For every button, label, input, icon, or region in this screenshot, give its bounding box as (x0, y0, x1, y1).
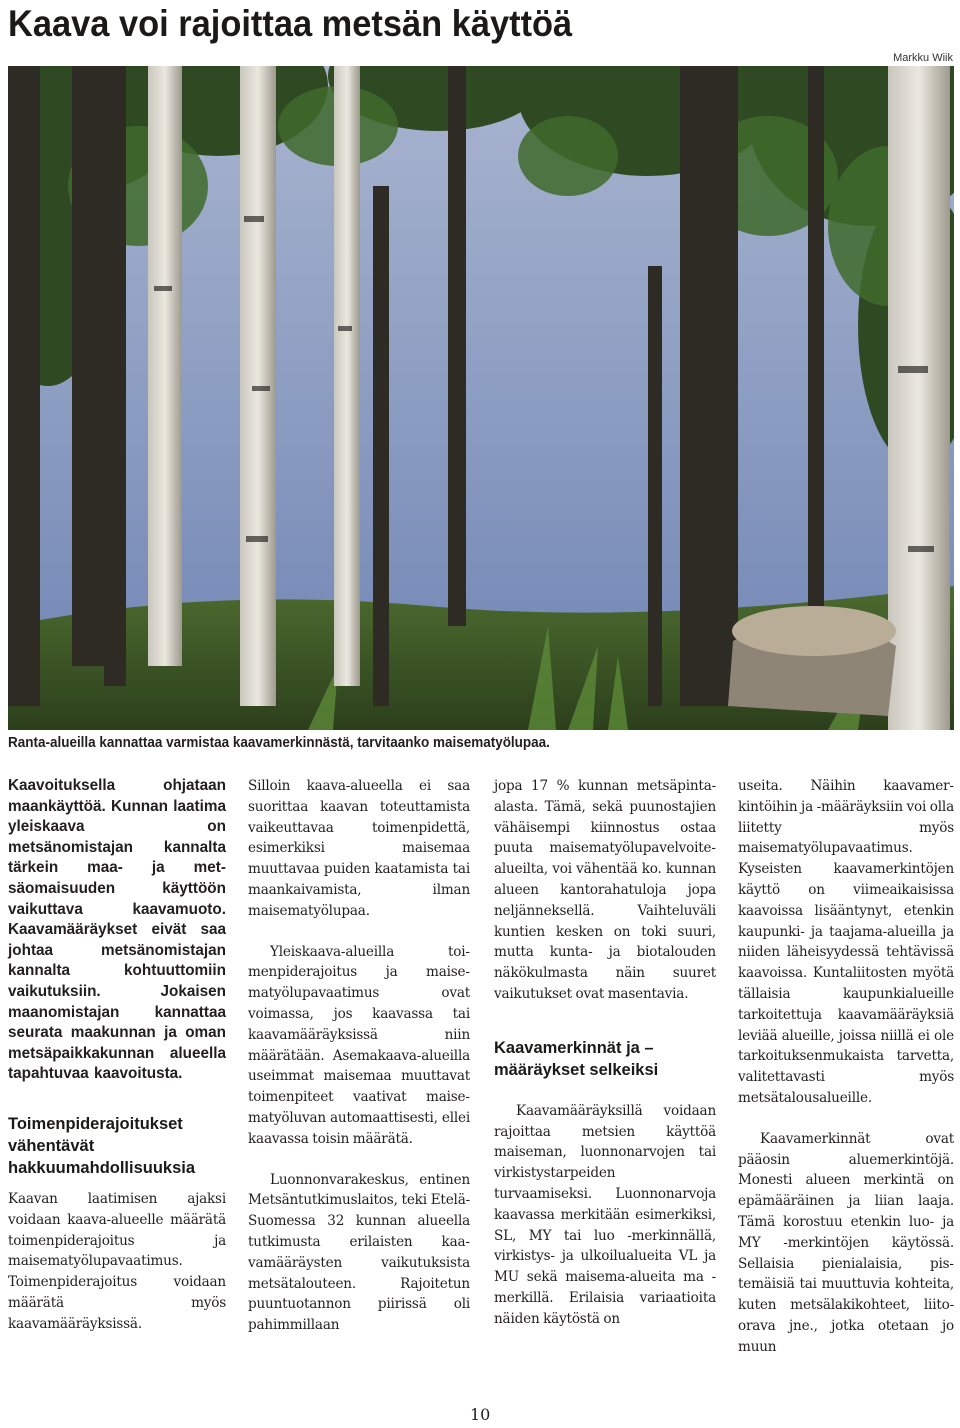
page-number: 10 (470, 1405, 491, 1424)
body-paragraph: Kaavamääräyksillä voidaan rajoittaa metsien käyttöä maiseman, luonnonarvojen tai virkistystarpeiden turvaamiseksi. Luonnonarvoja kaavassa merkitään esimerkiksi, SL, MY tai luo -merkinnällä, virkistys- ja ulkoilualueita VL ja MU sekä maisema-alueita ma -merkillä. Erilaisia variaatioita näiden käytöstä on (494, 1102, 716, 1327)
article-headline: Kaava voi rajoittaa metsän käyttöä (8, 3, 573, 44)
body-paragraph: useita. Näihin kaavamerkintöihin ja -määräyksiin voi olla liitetty myös maisematyölupavaatimus. Kyseisten kaavamerkintöjen käyttö on viimeaikaisissa kaavoissa lisääntynyt, etenkin kaupunki- ja taajama-alueilla ja niiden läheisyydessä tehtävissä kaavoissa. Kuntaliitosten myötä tällaisia kaupunkialueille tarkoitettuja kaavamääräyksiä leviää alueille, joissa niillä ei ole tarkoituksenmukaista tarvetta, valitettavasti myös metsätalousalueille. (738, 778, 954, 1106)
subheading-line: määräykset selkeiksi (494, 1060, 659, 1079)
photo-credit: Markku Wiik (893, 52, 953, 64)
body-paragraph: Kaavamerkinnät ovat pääosin aluemerkintöjä. Monesti alueen merkintä on epämääräinen ja liian laaja. Tämä korostuu etenkin luo- ja MY -merkintöjen käytössä. Sellaisia pienialaisia, pistemäisiä tai muuttuvia kohteita, kuten metsälakikohteet, liito-orava jne., jotka otetaan jo muun (738, 1130, 954, 1355)
photo-caption: Ranta-alueilla kannattaa varmistaa kaavamerkinnästä, tarvitaanko maisematyölupaa. (8, 735, 550, 751)
body-paragraph: Luonnonvarakeskus, entinen Metsäntutkimuslaitos, teki Etelä-Suomessa 32 kunnan alueella tutkimusta erilaisten kaavamääräysten vaikutuksista metsätalouteen. Rajoitetun puuntuotannon piirissä oli pahimmillaan (248, 1171, 470, 1334)
subheading-line: vähentävät (8, 1136, 95, 1155)
forest-lake-photo (8, 66, 954, 730)
subheading-line: Kaavamerkinnät ja – (494, 1038, 654, 1057)
subheading-line: hakkuumahdollisuuksia (8, 1158, 196, 1177)
body-paragraph: jopa 17 % kunnan metsäpinta-alasta. Tämä, sekä puunostajien vähäisempi kiinnostus ostaa puuta maisematyölupavelvoitealueilta, voi vähentää ko. kunnan alueen kantorahatuloja jopa neljänneksellä. Vaihteluväli kuntien kesken on toki suuri, mutta kunta- ja biotalouden näkökulmasta näin suuret vaikutukset ovat masentavia. (494, 778, 716, 1002)
body-paragraph: Kaavan laatimisen ajaksi voidaan kaava-alueelle määrätä toimenpiderajoitus ja maisematyölupavaatimus. Toimenpiderajoitus voidaan määrätä myös kaavamääräyksissä. (8, 1190, 226, 1332)
lead-paragraph: Kaavoituksella ohjataan maankäyttöä. Kunnan laatima yleiskaava on metsänomistajan kannalta tärkein maa- ja metsäomaisuuden käyttöön vaikuttava kaavamuoto. Kaavamääräykset eivät saa johtaa metsänomistajan kannalta kohtuuttomiin vaikutuksiin. Jokaisen maanomistajan kannattaa seurata maakunnan ja oman metsäpaikkakunnan alueella tapahtuvaa kaavoitusta. (8, 777, 226, 1083)
column-1 (8, 776, 226, 1334)
subheading-line: Toimenpiderajoitukset (8, 1114, 183, 1133)
column-3 (494, 776, 716, 1330)
body-paragraph: Yleiskaava-alueilla toimenpiderajoitus ja maisematyölupavaatimus ovat voimassa, jos kaavassa tai kaavamääräyksissä niin määrätään. Asemakaava-alueilla useimmat maisemaa muuttavat toimenpiteet vaativat maisematyöluvan automaattisesti, ellei kaavassa toisin määrätä. (248, 943, 470, 1147)
column-4 (738, 776, 954, 1358)
subheading-restrictions (8, 1113, 226, 1179)
column-2 (248, 776, 470, 1336)
subheading-clarity (494, 1037, 716, 1081)
body-paragraph: Silloin kaava-alueella ei saa suorittaa kaavan toteuttamista vaikeuttavaa toimenpidettä, esimerkiksi maisemaa muuttavaa puiden kaatamista tai maankaivamista, ilman maisematyölupaa. (248, 778, 470, 919)
